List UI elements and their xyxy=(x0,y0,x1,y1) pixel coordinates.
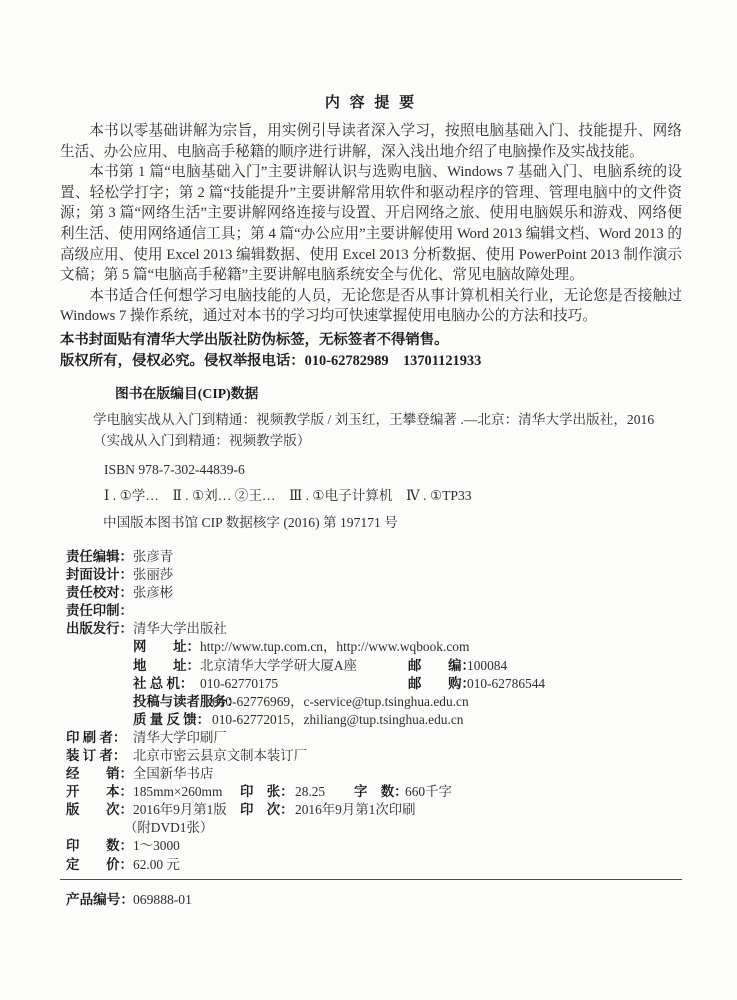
impression-date-label: 印 次： xyxy=(240,802,294,818)
proofreader-label: 责任校对： xyxy=(66,585,133,601)
row-website xyxy=(60,638,682,656)
row-address xyxy=(60,657,682,675)
content-summary xyxy=(60,121,682,327)
cip-title-line: 学电脑实战从入门到精通：视频教学版 / 刘玉红，王攀登编著 .—北京：清华大学出版社，2016 xyxy=(93,411,655,427)
row-binder xyxy=(60,747,682,765)
word-count-value: 660千字 xyxy=(405,784,452,800)
website-label: 网 址： xyxy=(133,639,200,655)
cip-series-line: （实战从入门到精通：视频教学版） xyxy=(93,433,311,449)
binder-value: 北京市密云县京文制本装订厂 xyxy=(133,747,308,763)
anti-piracy-notice xyxy=(60,330,682,372)
row-edition xyxy=(60,801,682,819)
responsible-editor-value: 张彦青 xyxy=(133,548,174,564)
cip-heading: 图书在版编目(CIP)数据 xyxy=(115,385,259,401)
row-price xyxy=(60,856,682,874)
content-summary-title: 内 容 提 要 xyxy=(324,95,418,111)
publisher-value: 清华大学出版社 xyxy=(133,621,227,637)
impression-count-value: 1～3000 xyxy=(133,838,180,854)
summary-paragraph-3: 本书适合任何想学习电脑技能的人员，无论您是否从事计算机相关行业，无论您是否接触过 Windows 7 操作系统，通过对本书的学习均可快速掌握使用电脑办公的方法和技巧。 xyxy=(60,287,682,325)
colophon xyxy=(60,548,682,874)
format-value: 185mm×260mm xyxy=(133,784,223,800)
row-proofreader xyxy=(60,584,682,602)
switchboard-label: 社 总 机： xyxy=(133,675,194,691)
row-impression-count xyxy=(60,837,682,855)
page-content xyxy=(60,93,682,910)
address-label: 地 址： xyxy=(133,657,200,673)
cover-design-value: 张丽莎 xyxy=(133,567,174,583)
dvd-note: （附DVD1张） xyxy=(124,820,214,836)
mail-order-value: 010-62786544 xyxy=(467,675,546,691)
row-printer xyxy=(60,729,682,747)
row-publisher xyxy=(60,620,682,638)
address-value: 北京清华大学学研大厦A座 xyxy=(200,657,357,673)
cip-record-line: 中国版本图书馆 CIP 数据核字 (2016) 第 197171 号 xyxy=(103,514,398,530)
reader-service-label: 投稿与读者服务： xyxy=(133,693,241,709)
quality-feedback-label: 质 量 反 馈： xyxy=(133,711,210,727)
sheets-label: 印 张： xyxy=(240,784,294,800)
row-format xyxy=(60,783,682,801)
distributor-value: 全国新华书店 xyxy=(133,766,214,782)
row-dvd-note xyxy=(60,819,682,837)
edition-value: 2016年9月第1版 xyxy=(133,802,227,818)
row-responsible-editor xyxy=(60,548,682,566)
reader-service-value: 010-62776969，c-service@tup.tsinghua.edu.cn xyxy=(212,693,469,709)
row-cover-design xyxy=(60,566,682,584)
summary-paragraph-2: 本书第 1 篇“电脑基础入门”主要讲解认识与选购电脑、Windows 7 基础入门、电脑系统的设置、轻松学打字；第 2 篇“技能提升”主要讲解常用软件和驱动程序的管理、管理电脑中的文件资源；第 3 篇“网络生活”主要讲解网络连接与设置、开启网络之旅、使用电脑娱乐和游戏、网络便利生活、使用网络通信工具；第 4 篇“办公应用”主要讲解使用 Word 2013 编辑文档、Word 2013 的高级应用、使用 Excel 2013 编辑数据、使用 Excel 2013 分析数据、使用 PowerPoint 2013 制作演示文稿；第 5 篇“电脑高手秘籍”主要讲解电脑系统安全与优化、常见电脑故障处理。 xyxy=(60,164,682,284)
row-quality-feedback xyxy=(60,711,682,729)
product-number-label: 产品编号： xyxy=(66,891,134,907)
postcode-label: 邮 编： xyxy=(408,657,475,673)
printer-value: 清华大学印刷厂 xyxy=(133,729,227,745)
price-label: 定 价： xyxy=(66,856,133,872)
isbn-line: ISBN 978-7-302-44839-6 xyxy=(104,461,245,477)
publisher-label: 出版发行： xyxy=(66,621,133,637)
summary-paragraph-1: 本书以零基础讲解为宗旨，用实例引导读者深入学习，按照电脑基础入门、技能提升、网络生活、办公应用、电脑高手秘籍的顺序进行讲解，深入浅出地介绍了电脑操作及实战技能。 xyxy=(60,123,682,160)
postcode-value: 100084 xyxy=(467,657,508,673)
switchboard-value: 010-62770175 xyxy=(200,675,279,691)
row-reader-service xyxy=(60,693,682,711)
website-value: http://www.tup.com.cn，http://www.wqbook.com xyxy=(200,639,470,655)
cover-design-label: 封面设计： xyxy=(66,567,133,583)
price-value: 62.00 元 xyxy=(133,856,180,872)
impression-count-label: 印 数： xyxy=(66,838,133,854)
copyright-line: 版权所有，侵权必究。侵权举报电话：010-62782989 13701121933 xyxy=(60,352,482,369)
proofreader-value: 张彦彬 xyxy=(133,585,174,601)
cip-block xyxy=(60,383,682,533)
product-number-value: 069888-01 xyxy=(133,891,192,907)
row-print-supervisor xyxy=(60,602,682,620)
binder-label: 装 订 者： xyxy=(66,747,127,763)
printer-label: 印 刷 者： xyxy=(66,729,127,745)
cip-title-block xyxy=(93,409,682,452)
impression-date-value: 2016年9月第1次印刷 xyxy=(295,802,416,818)
word-count-label: 字 数： xyxy=(354,784,408,800)
distributor-label: 经 销： xyxy=(66,766,133,782)
row-distributor xyxy=(60,765,682,783)
edition-label: 版 次： xyxy=(66,802,133,818)
responsible-editor-label: 责任编辑： xyxy=(66,548,133,564)
quality-feedback-value: 010-62772015，zhiliang@tup.tsinghua.edu.cn xyxy=(212,711,464,727)
sheets-value: 28.25 xyxy=(295,784,326,800)
anti-piracy-line: 本书封面贴有清华大学出版社防伪标签，无标签者不得销售。 xyxy=(60,331,449,348)
cip-classification-line: Ⅰ . ①学… Ⅱ . ①刘… ②王… Ⅲ . ①电子计算机 Ⅳ . ①TP33 xyxy=(104,487,472,503)
format-label: 开 本： xyxy=(66,784,133,800)
divider xyxy=(60,879,682,880)
row-product-number xyxy=(60,890,682,910)
mail-order-label: 邮 购： xyxy=(408,675,475,691)
row-switchboard xyxy=(60,675,682,693)
print-supervisor-label: 责任印制： xyxy=(66,603,133,619)
